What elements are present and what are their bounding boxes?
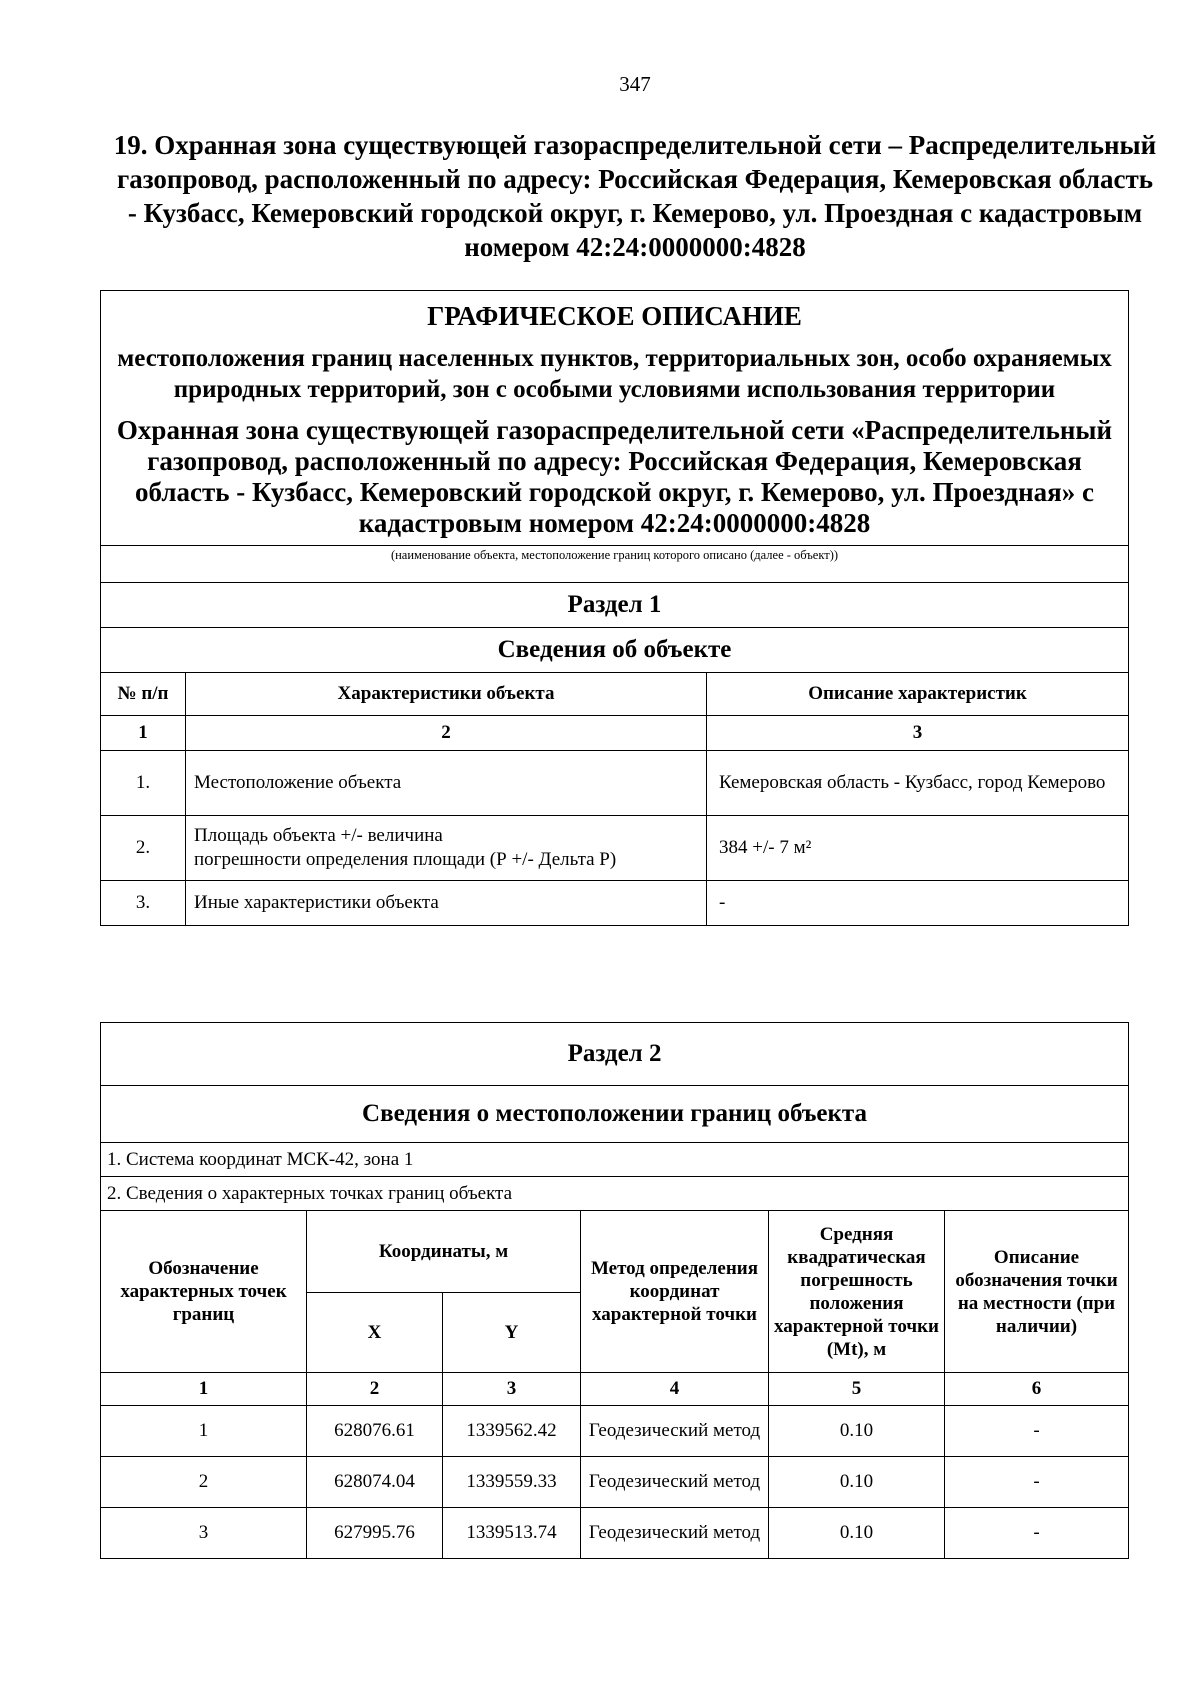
table-row [101, 1457, 1129, 1508]
point-id: 3 [101, 1508, 307, 1559]
point-method: Геодезический метод [581, 1508, 769, 1559]
area-name-line1: Площадь объекта +/- величина [194, 825, 443, 846]
y-header: Y [443, 1293, 581, 1373]
column-number: 5 [769, 1373, 945, 1406]
table-row [101, 816, 1129, 881]
x-header: X [307, 1293, 443, 1373]
row-number: 2. [101, 816, 186, 881]
point-id: 2 [101, 1457, 307, 1508]
characteristic-name: Местоположение объекта [186, 751, 707, 816]
row-number: 3. [101, 881, 186, 926]
table-row [101, 881, 1129, 926]
characteristic-value: 384 +/- 7 м² [707, 816, 1129, 881]
table-row [101, 1406, 1129, 1457]
header-block [101, 291, 1129, 546]
point-method: Геодезический метод [581, 1457, 769, 1508]
point-x: 628076.61 [307, 1406, 443, 1457]
graphic-description-heading: ГРАФИЧЕСКОЕ ОПИСАНИЕ [427, 301, 802, 331]
point-y: 1339513.74 [443, 1508, 581, 1559]
section2-subtitle: Сведения о местоположении границ объекта [101, 1086, 1129, 1143]
area-name-line2: погрешности определения площади (Р +/- Дельта Р) [194, 849, 617, 870]
column-number: 2 [307, 1373, 443, 1406]
point-y: 1339562.42 [443, 1406, 581, 1457]
column-header: Характеристики объекта [186, 673, 707, 716]
characteristic-name: Иные характеристики объекта [186, 881, 707, 926]
row-number: 1. [101, 751, 186, 816]
section2-table [100, 1022, 1129, 1559]
point-mt: 0.10 [769, 1508, 945, 1559]
column-header: Описание характеристик [707, 673, 1129, 716]
point-mt: 0.10 [769, 1406, 945, 1457]
point-description: - [945, 1457, 1129, 1508]
coordinates-header: Координаты, м [307, 1211, 581, 1293]
column-number: 2 [186, 716, 707, 751]
page-number: 347 [619, 72, 651, 96]
column-number: 6 [945, 1373, 1129, 1406]
column-number: 1 [101, 716, 186, 751]
document-title: 19. Охранная зона существующей газораспределительной сети – Распределительный газопровод, расположенный по адресу: Российская Федерация, Кемеровская область - Кузбасс, Кемеровский городской округ, г. Кемерово, ул. Проездная с кадастровым номером 42:24:0000000:4828 [113, 130, 1157, 262]
points-heading: 2. Сведения о характерных точках границ объекта [101, 1177, 1129, 1211]
point-description: - [945, 1508, 1129, 1559]
coordinate-system: 1. Система координат МСК-42, зона 1 [101, 1143, 1129, 1177]
section1-title: Раздел 1 [101, 583, 1129, 628]
section1-subtitle: Сведения об объекте [101, 628, 1129, 673]
description-header: Описание обозначения точки на местности (при наличии) [945, 1211, 1129, 1373]
characteristic-value: - [707, 881, 1129, 926]
point-y: 1339559.33 [443, 1457, 581, 1508]
column-number: 4 [581, 1373, 769, 1406]
object-caption: (наименование объекта, местоположение границ которого описано (далее - объект)) [101, 546, 1129, 583]
characteristic-name [186, 816, 707, 881]
section1-table [100, 290, 1129, 926]
characteristic-value: Кемеровская область - Кузбасс, город Кемерово [707, 751, 1129, 816]
section2-title: Раздел 2 [101, 1023, 1129, 1086]
table-row [101, 1508, 1129, 1559]
column-number: 1 [101, 1373, 307, 1406]
method-header: Метод определения координат характерной точки [581, 1211, 769, 1373]
point-id: 1 [101, 1406, 307, 1457]
column-header: № п/п [101, 673, 186, 716]
designation-header: Обозначение характерных точек границ [101, 1211, 307, 1373]
point-x: 628074.04 [307, 1457, 443, 1508]
column-number: 3 [443, 1373, 581, 1406]
point-description: - [945, 1406, 1129, 1457]
accuracy-header: Средняя квадратическая погрешность положения характерной точки (Mt), м [769, 1211, 945, 1373]
column-number: 3 [707, 716, 1129, 751]
point-mt: 0.10 [769, 1457, 945, 1508]
point-method: Геодезический метод [581, 1406, 769, 1457]
table-row [101, 751, 1129, 816]
object-name: Охранная зона существующей газораспределительной сети «Распределительный газопровод, расположенный по адресу: Российская Федерация, Кемеровская область - Кузбасс, Кемеровский городской округ, г. Кемерово, ул. Проездная» с кадастровым номером 42:24:0000000:4828 [116, 415, 1113, 538]
graphic-description-subtitle: местоположения границ населенных пунктов, территориальных зон, особо охраняемых природных территорий, зон с особыми условиями использования территории [117, 345, 1112, 403]
point-x: 627995.76 [307, 1508, 443, 1559]
